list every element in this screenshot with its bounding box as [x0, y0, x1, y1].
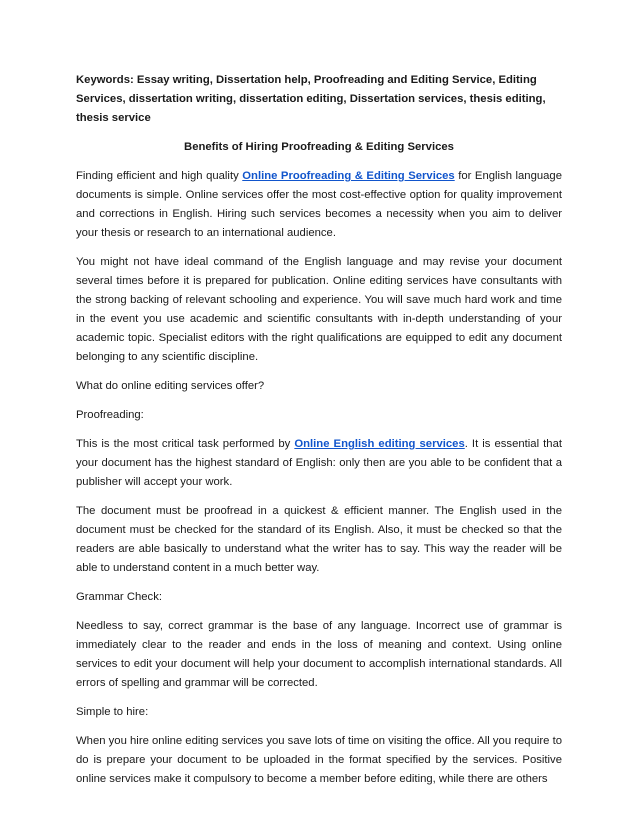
english-editing-link[interactable]: Online English editing services [294, 438, 465, 450]
proofreading-text-before: This is the most critical task performed by [76, 438, 295, 450]
page-title: Benefits of Hiring Proofreading & Editing Services [184, 141, 454, 153]
hire-heading: Simple to hire: [76, 706, 149, 718]
proofreading-paragraph [76, 435, 562, 492]
grammar-paragraph: Needless to say, correct grammar is the base of any language. Incorrect use of grammar is immediately clear to the reader and ends in the loss of meaning and context. Using online services to edit your document will help your document to accomplish international standards. All errors of spelling and grammar will be corrected. [76, 620, 562, 689]
hire-paragraph: When you hire online editing services you save lots of time on visiting the office. All you require to do is prepare your document to be uploaded in the format specified by the services. Positive online services make it compulsory to become a member before editing, while there are others [76, 735, 562, 785]
keywords-line: Keywords: Essay writing, Dissertation help, Proofreading and Editing Service, Editing Services, dissertation writing, dissertation editing, Dissertation services, thesis editing, thesis service [76, 74, 546, 124]
intro-text-after: for English language documents is simple. Online services offer the most cost-effective option for quality improvement and corrections in English. Hiring such services becomes a necessity when you aim to deliver your thesis or research to an international audience. [76, 170, 562, 239]
proofreading-services-link[interactable]: Online Proofreading & Editing Services [242, 170, 455, 182]
consultants-paragraph: You might not have ideal command of the English language and may revise your document several times before it is prepared for publication. Online editing services have consultants with the strong backing of relevant schooling and experience. You will save much hard work and time in the event you use academic and scientific consultants with in-depth understanding of your academic topic. Specialist editors with the right qualifications are equipped to edit any document belonging to any scientific discipline. [76, 256, 562, 363]
proofreading-heading: Proofreading: [76, 409, 144, 421]
intro-paragraph [76, 167, 562, 243]
services-question: What do online editing services offer? [76, 380, 265, 392]
grammar-heading: Grammar Check: [76, 591, 162, 603]
intro-text-before: Finding efficient and high quality [76, 170, 243, 182]
proofreading-text-after: . It is essential that your document has the highest standard of English: only then are you able to be confident that a publisher will accept your work. [76, 438, 562, 488]
proofread-manner-paragraph: The document must be proofread in a quickest & efficient manner. The English used in the document must be checked for the standard of its English. Also, it must be checked so that the readers are able basically to understand what the writer has to say. This way the reader will be able to understand content in a much better way. [76, 505, 562, 574]
